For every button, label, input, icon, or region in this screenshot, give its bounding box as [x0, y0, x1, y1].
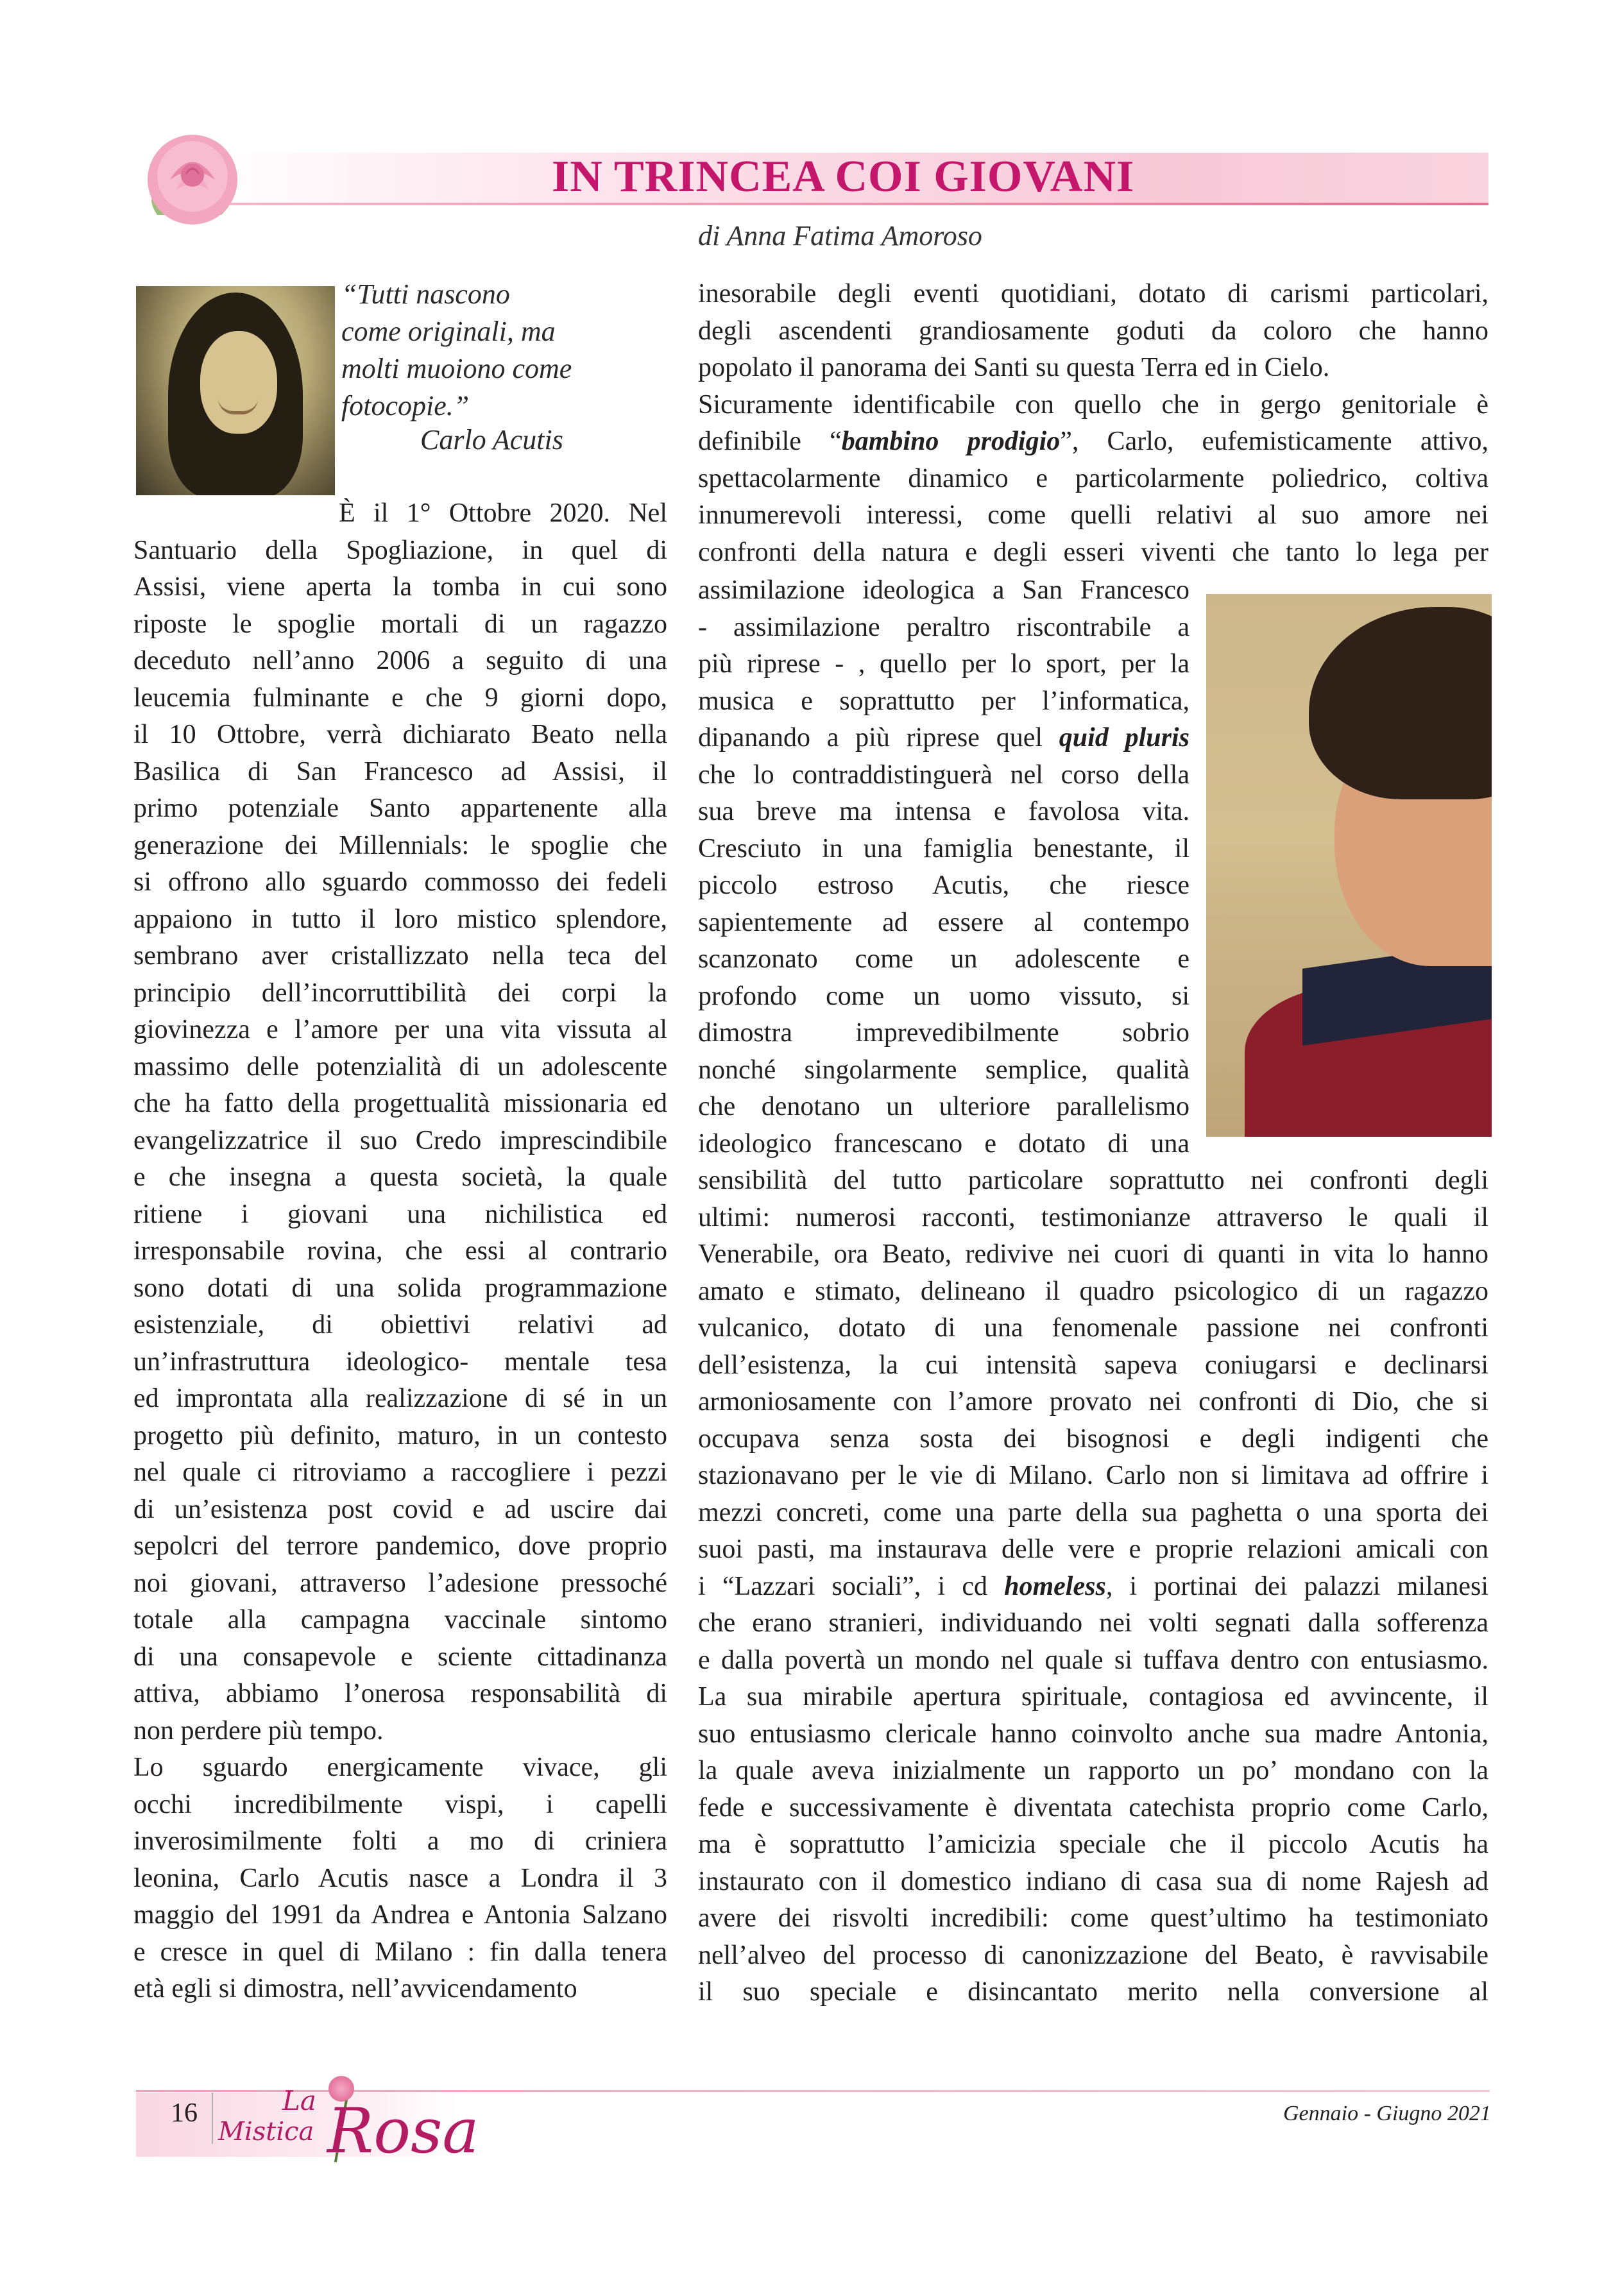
text-line: progetto più definito, maturo, in un contesto [133, 1420, 667, 1450]
text-line: totale alla campagna vaccinale sintomo [133, 1605, 667, 1635]
quote-line: “Tutti nascono [341, 278, 510, 310]
text-line: che lo contraddistinguerà nel corso della [698, 760, 1189, 790]
text-line: irresponsabile rovina, che essi al contrario [133, 1236, 667, 1266]
text-line: armoniosamente con l’amore provato nei confronti di Dio, che si [698, 1387, 1488, 1416]
text-line: inverosimilmente folti a mo di criniera [133, 1826, 667, 1856]
text-line: maggio del 1991 da Andrea e Antonia Salzano [133, 1900, 667, 1930]
text-line: evangelizzatrice il suo Credo imprescindibile [133, 1125, 667, 1155]
rose-icon [132, 119, 253, 241]
text-line: di una consapevole e sciente cittadinanza [133, 1642, 667, 1672]
text-line: piccolo estroso Acutis, che riesce [698, 871, 1189, 900]
logo-la: La [282, 2085, 316, 2116]
page-title: IN TRINCEA COI GIOVANI [552, 152, 1135, 201]
text-line: giovinezza e l’amore per una vita vissuta al [133, 1015, 667, 1044]
text-line: dell’esistenza, la cui intensità sapeva coniugarsi e declinarsi [698, 1350, 1488, 1380]
text-line: nonché singolarmente semplice, qualità [698, 1055, 1189, 1085]
text-line: La sua mirabile apertura spirituale, contagiosa ed avvincente, il [698, 1682, 1488, 1712]
text-line: Venerabile, ora Beato, redivive nei cuori di quanti in vita lo hanno [698, 1239, 1488, 1269]
text-line: e cresce in quel di Milano : fin dalla tenera [133, 1937, 667, 1967]
text-line: scanzonato come un adolescente e [698, 944, 1189, 974]
text-line: sua breve ma intensa e favolosa vita. [698, 797, 1189, 826]
text-line: vulcanico, dotato di una fenomenale passione nei confronti [698, 1313, 1488, 1343]
text-line: stazionavano per le vie di Milano. Carlo non si limitava ad offrire i [698, 1461, 1488, 1490]
quote-author: Carlo Acutis [420, 424, 563, 455]
text-line: la quale aveva inizialmente un rapporto un po’ mondano con la [698, 1756, 1488, 1785]
text-line: ed improntata alla realizzazione di sé in un [133, 1384, 667, 1413]
logo-rosa: Rosa [327, 2095, 479, 2167]
right-column-bottom-text [698, 1162, 1488, 2011]
text-line: mezzi concreti, come una parte della sua paghetta o una sporta dei [698, 1497, 1488, 1527]
text-line: un’infrastruttura ideologico- mentale tesa [133, 1347, 667, 1377]
text-line: Lo sguardo energicamente vivace, gli [133, 1753, 667, 1782]
text-line: il suo speciale e disincantato merito nella conversione al [698, 1977, 1488, 2007]
text-line: - assimilazione peraltro riscontrabile a [698, 612, 1189, 642]
text-line: definibile “bambino prodigio”, Carlo, eufemisticamente attivo, [698, 427, 1488, 456]
text-line: sensibilità del tutto particolare soprattutto nei confronti degli [698, 1166, 1488, 1195]
text-line: e dalla povertà un mondo nel quale si tuffava dentro con entusiasmo. [698, 1645, 1488, 1675]
text-line: principio dell’incorruttibilità dei corpi la [133, 978, 667, 1008]
text-line: il 10 Ottobre, verrà dichiarato Beato nella [133, 720, 667, 749]
text-line: massimo delle potenzialità di un adolescente [133, 1051, 667, 1082]
text-line: leucemia fulminante e che 9 giorni dopo, [133, 683, 667, 713]
text-line: innumerevoli interessi, come quelli relativi al suo amore nei [698, 500, 1488, 530]
text-line: generazione dei Millennials: le spoglie che [133, 830, 667, 860]
text-line: riposte le spoglie mortali di un ragazzo [133, 609, 667, 639]
right-column-middle-text [698, 572, 1189, 1162]
text-line: Assisi, viene aperta la tomba in cui sono [133, 572, 667, 602]
text-line: musica e soprattutto per l’informatica, [698, 686, 1189, 716]
text-line: sapientemente ad essere al contempo [698, 907, 1189, 937]
page-number: 16 [171, 2098, 198, 2128]
carlo-acutis-photo [1206, 594, 1492, 1137]
text-line: fede e successivamente è diventata catechista proprio come Carlo, [698, 1792, 1488, 1823]
quote-line: fotocopie.” [341, 390, 470, 421]
left-column-text [133, 495, 667, 2008]
text-line: nel quale ci ritroviamo a raccogliere i pezzi [133, 1458, 667, 1487]
text-line: esistenziale, di obiettivi relativi ad [133, 1310, 667, 1339]
text-line: di un’esistenza post covid e ad uscire dai [133, 1494, 667, 1524]
text-line: attiva, abbiamo l’onerosa responsabilità di [133, 1679, 667, 1708]
text-line: sepolcri del terrore pandemico, dove proprio [133, 1531, 667, 1561]
text-line: Sicuramente identificabile con quello che in gergo genitoriale è [698, 389, 1488, 420]
text-line: e che insegna a questa società, la quale [133, 1162, 667, 1192]
text-line: occhi incredibilmente vispi, i capelli [133, 1789, 667, 1819]
text-line: instaurato con il domestico indiano di casa sua di nome Rajesh ad [698, 1866, 1488, 1896]
text-line: popolato il panorama dei Santi su questa Terra ed in Cielo. [698, 353, 1330, 382]
text-line: primo potenziale Santo appartenente alla [133, 794, 667, 823]
text-line: amato e stimato, delineano il quadro psicologico di un ragazzo [698, 1276, 1488, 1306]
text-line: età egli si dimostra, nell’avvicendamento [133, 1974, 577, 2003]
text-line: appaiono in tutto il loro mistico splendore, [133, 904, 667, 934]
text-line: sono dotati di una solida programmazione [133, 1273, 667, 1303]
text-line: dimostra imprevedibilmente sobrio [698, 1018, 1189, 1048]
logo-mistica: Mistica [218, 2117, 314, 2147]
author-portrait-photo [136, 286, 335, 495]
footer-divider [212, 2093, 213, 2144]
text-line: suo entusiasmo clericale hanno coinvolto anche sua madre Antonia, [698, 1719, 1488, 1749]
text-line: È il 1° Ottobre 2020. Nel [339, 498, 667, 528]
quote-line: molti muoiono come [341, 353, 572, 384]
text-line: i “Lazzari sociali”, i cd homeless, i portinai dei palazzi milanesi [698, 1571, 1488, 1601]
text-line: che denotano un ulteriore parallelismo [698, 1092, 1189, 1121]
issue-date: Gennaio - Giugno 2021 [1283, 2102, 1491, 2125]
magazine-logo [218, 2076, 488, 2166]
text-line: leonina, Carlo Acutis nasce a Londra il 3 [133, 1863, 667, 1893]
text-line: ma è soprattutto l’amicizia speciale che il piccolo Acutis ha [698, 1830, 1488, 1859]
text-line: si offrono allo sguardo commosso dei fedeli [133, 867, 667, 897]
text-line: confronti della natura e degli esseri viventi che tanto lo lega per [698, 537, 1488, 567]
text-line: occupava senza sosta dei bisognosi e degli indigenti che [698, 1424, 1488, 1454]
text-line: noi giovani, attraverso l’adesione pressoché [133, 1568, 667, 1598]
text-line: sembrano aver cristallizzato nella teca del [133, 941, 667, 971]
article-author: di Anna Fatima Amoroso [698, 220, 982, 251]
text-line: ideologico francescano e dotato di una [698, 1128, 1189, 1159]
text-line: ritiene i giovani una nichilistica ed [133, 1199, 667, 1229]
text-line: Santuario della Spogliazione, in quel di [133, 535, 667, 565]
text-line: più riprese - , quello per lo sport, per la [698, 649, 1189, 679]
text-line: assimilazione ideologica a San Francesco [698, 575, 1189, 605]
text-line: non perdere più tempo. [133, 1715, 384, 1746]
text-line: che erano stranieri, individuando nei volti segnati dalla sofferenza [698, 1608, 1488, 1638]
text-line: suoi pasti, ma instaurava delle vere e proprie relazioni amicali con [698, 1535, 1488, 1564]
text-line: ultimi: numerosi racconti, testimonianze attraverso le quali il [698, 1202, 1488, 1232]
text-line: nell’alveo del processo di canonizzazione del Beato, è ravvisabile [698, 1940, 1488, 1970]
text-line: Basilica di San Francesco ad Assisi, il [133, 756, 667, 787]
quote-line: come originali, ma [341, 316, 556, 347]
text-line: dipanando a più riprese quel quid pluris [698, 723, 1189, 753]
text-line: inesorabile degli eventi quotidiani, dotato di carismi particolari, [698, 279, 1488, 309]
text-line: che ha fatto della progettualità missionaria ed [133, 1089, 667, 1118]
text-line: Cresciuto in una famiglia benestante, il [698, 833, 1189, 863]
text-line: deceduto nell’anno 2006 a seguito di una [133, 646, 667, 676]
text-line: profondo come un uomo vissuto, si [698, 981, 1189, 1011]
text-line: avere dei risvolti incredibili: come quest’ultimo ha testimoniato [698, 1903, 1488, 1933]
text-line: degli ascendenti grandiosamente goduti da coloro che hanno [698, 316, 1488, 346]
text-line: spettacolarmente dinamico e particolarmente poliedrico, coltiva [698, 463, 1488, 493]
right-column-top-text [698, 276, 1488, 571]
pull-quote [341, 276, 617, 425]
